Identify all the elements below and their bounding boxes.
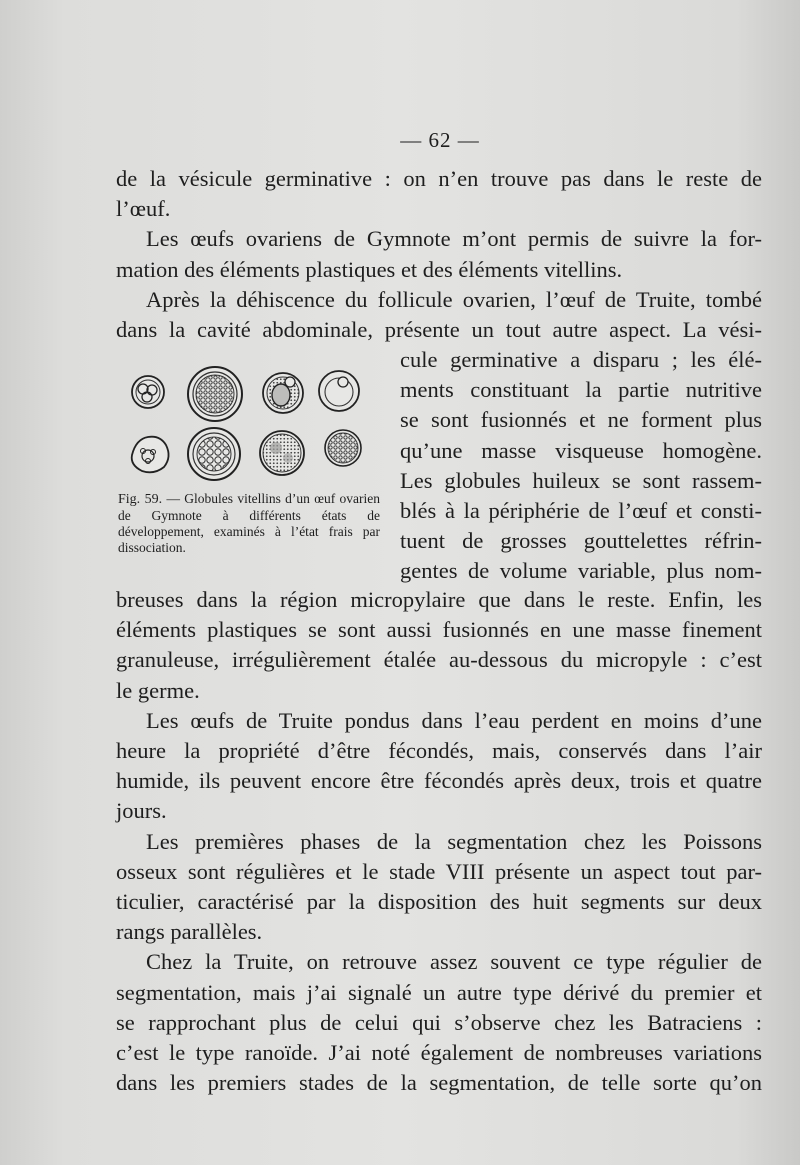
figure-59-illustration bbox=[118, 360, 380, 490]
globule-7 bbox=[260, 431, 304, 475]
text-line: jours. bbox=[116, 798, 167, 824]
text-line: Chez la Truite, on retrouve assez souvent ce type régulier de bbox=[146, 949, 762, 975]
text-line: Les premières phases de la segmentation chez les Poissons bbox=[146, 828, 762, 854]
text-line: gentes de volume variable, plus nom- bbox=[400, 558, 762, 584]
text-line: de la vésicule germinative : on n’en trouve pas dans le reste de bbox=[116, 166, 762, 191]
text-line: Après la déhiscence du follicule ovarien, l’œuf de Truite, tombé bbox=[146, 286, 762, 312]
globule-6 bbox=[188, 428, 240, 480]
caption-label: Fig. 59. bbox=[118, 492, 163, 507]
text-line: granuleuse, irrégulièrement étalée au-dessous du micropyle : c’est bbox=[116, 647, 762, 673]
text-line: blés à la périphérie de l’œuf et consti- bbox=[400, 498, 762, 524]
text-line: c’est le type ranoïde. J’ai noté également de nombreuses variations bbox=[116, 1040, 762, 1066]
bottom-text-block bbox=[116, 585, 762, 1098]
wrapped-text-block bbox=[400, 345, 762, 587]
text-line: le germe. bbox=[116, 677, 200, 703]
text-line: mation des éléments plastiques et des éléments vitellins. bbox=[116, 256, 623, 282]
figure-caption bbox=[118, 491, 380, 556]
text-line: ticulier, caractérisé par la disposition des huit segments sur deux bbox=[116, 889, 762, 915]
globule-4 bbox=[319, 371, 359, 411]
globule-5 bbox=[132, 437, 169, 473]
text-line: se rapprochant plus de celui qui s’observe chez les Batraciens : bbox=[116, 1009, 762, 1035]
text-line: humide, ils peuvent encore être fécondés après deux, trois et quatre bbox=[116, 768, 762, 794]
top-text-block bbox=[116, 164, 762, 345]
text-line: rangs parallèles. bbox=[116, 919, 263, 945]
text-line: dans la cavité abdominale, présente un tout autre aspect. La vési- bbox=[116, 317, 762, 343]
text-line: Les œufs ovariens de Gymnote m’ont permis de suivre la for- bbox=[146, 226, 762, 252]
globule-8 bbox=[325, 430, 361, 466]
text-line: qu’une masse visqueuse homogène. bbox=[400, 437, 762, 463]
caption-text: — Globules vitellins d’un œuf ovarien de Gymnote à différents états de développement, examinés à l’état frais par dissociation. bbox=[118, 491, 381, 555]
text-line: segmentation, mais j’ai signalé un autre type dérivé du premier et bbox=[116, 979, 762, 1005]
text-line: tuent de grosses gouttelettes réfrin- bbox=[400, 528, 762, 554]
globule-3 bbox=[263, 373, 303, 413]
text-line: osseux sont régulières et le stade VIII présente un aspect tout par- bbox=[116, 858, 762, 884]
globule-1 bbox=[132, 376, 164, 408]
text-line: Les globules huileux se sont rassem- bbox=[400, 467, 762, 493]
text-line: l’œuf. bbox=[116, 196, 171, 222]
text-line: cule germinative a disparu ; les élé- bbox=[400, 347, 762, 372]
text-line: dans les premiers stades de la segmentation, de telle sorte qu’on bbox=[116, 1070, 762, 1096]
text-line: breuses dans la région micropylaire que dans le reste. Enfin, les bbox=[116, 587, 762, 612]
text-line: ments constituant la partie nutritive bbox=[400, 377, 762, 403]
text-line: Les œufs de Truite pondus dans l’eau perdent en moins d’une bbox=[146, 707, 762, 733]
text-line: heure la propriété d’être fécondés, mais, conservés dans l’air bbox=[116, 738, 762, 764]
globule-2 bbox=[188, 367, 242, 421]
text-line: se sont fusionnés et ne forment plus bbox=[400, 407, 762, 433]
page-number: — 62 — bbox=[400, 128, 480, 152]
text-line: éléments plastiques se sont aussi fusionnés en une masse finement bbox=[116, 617, 762, 643]
